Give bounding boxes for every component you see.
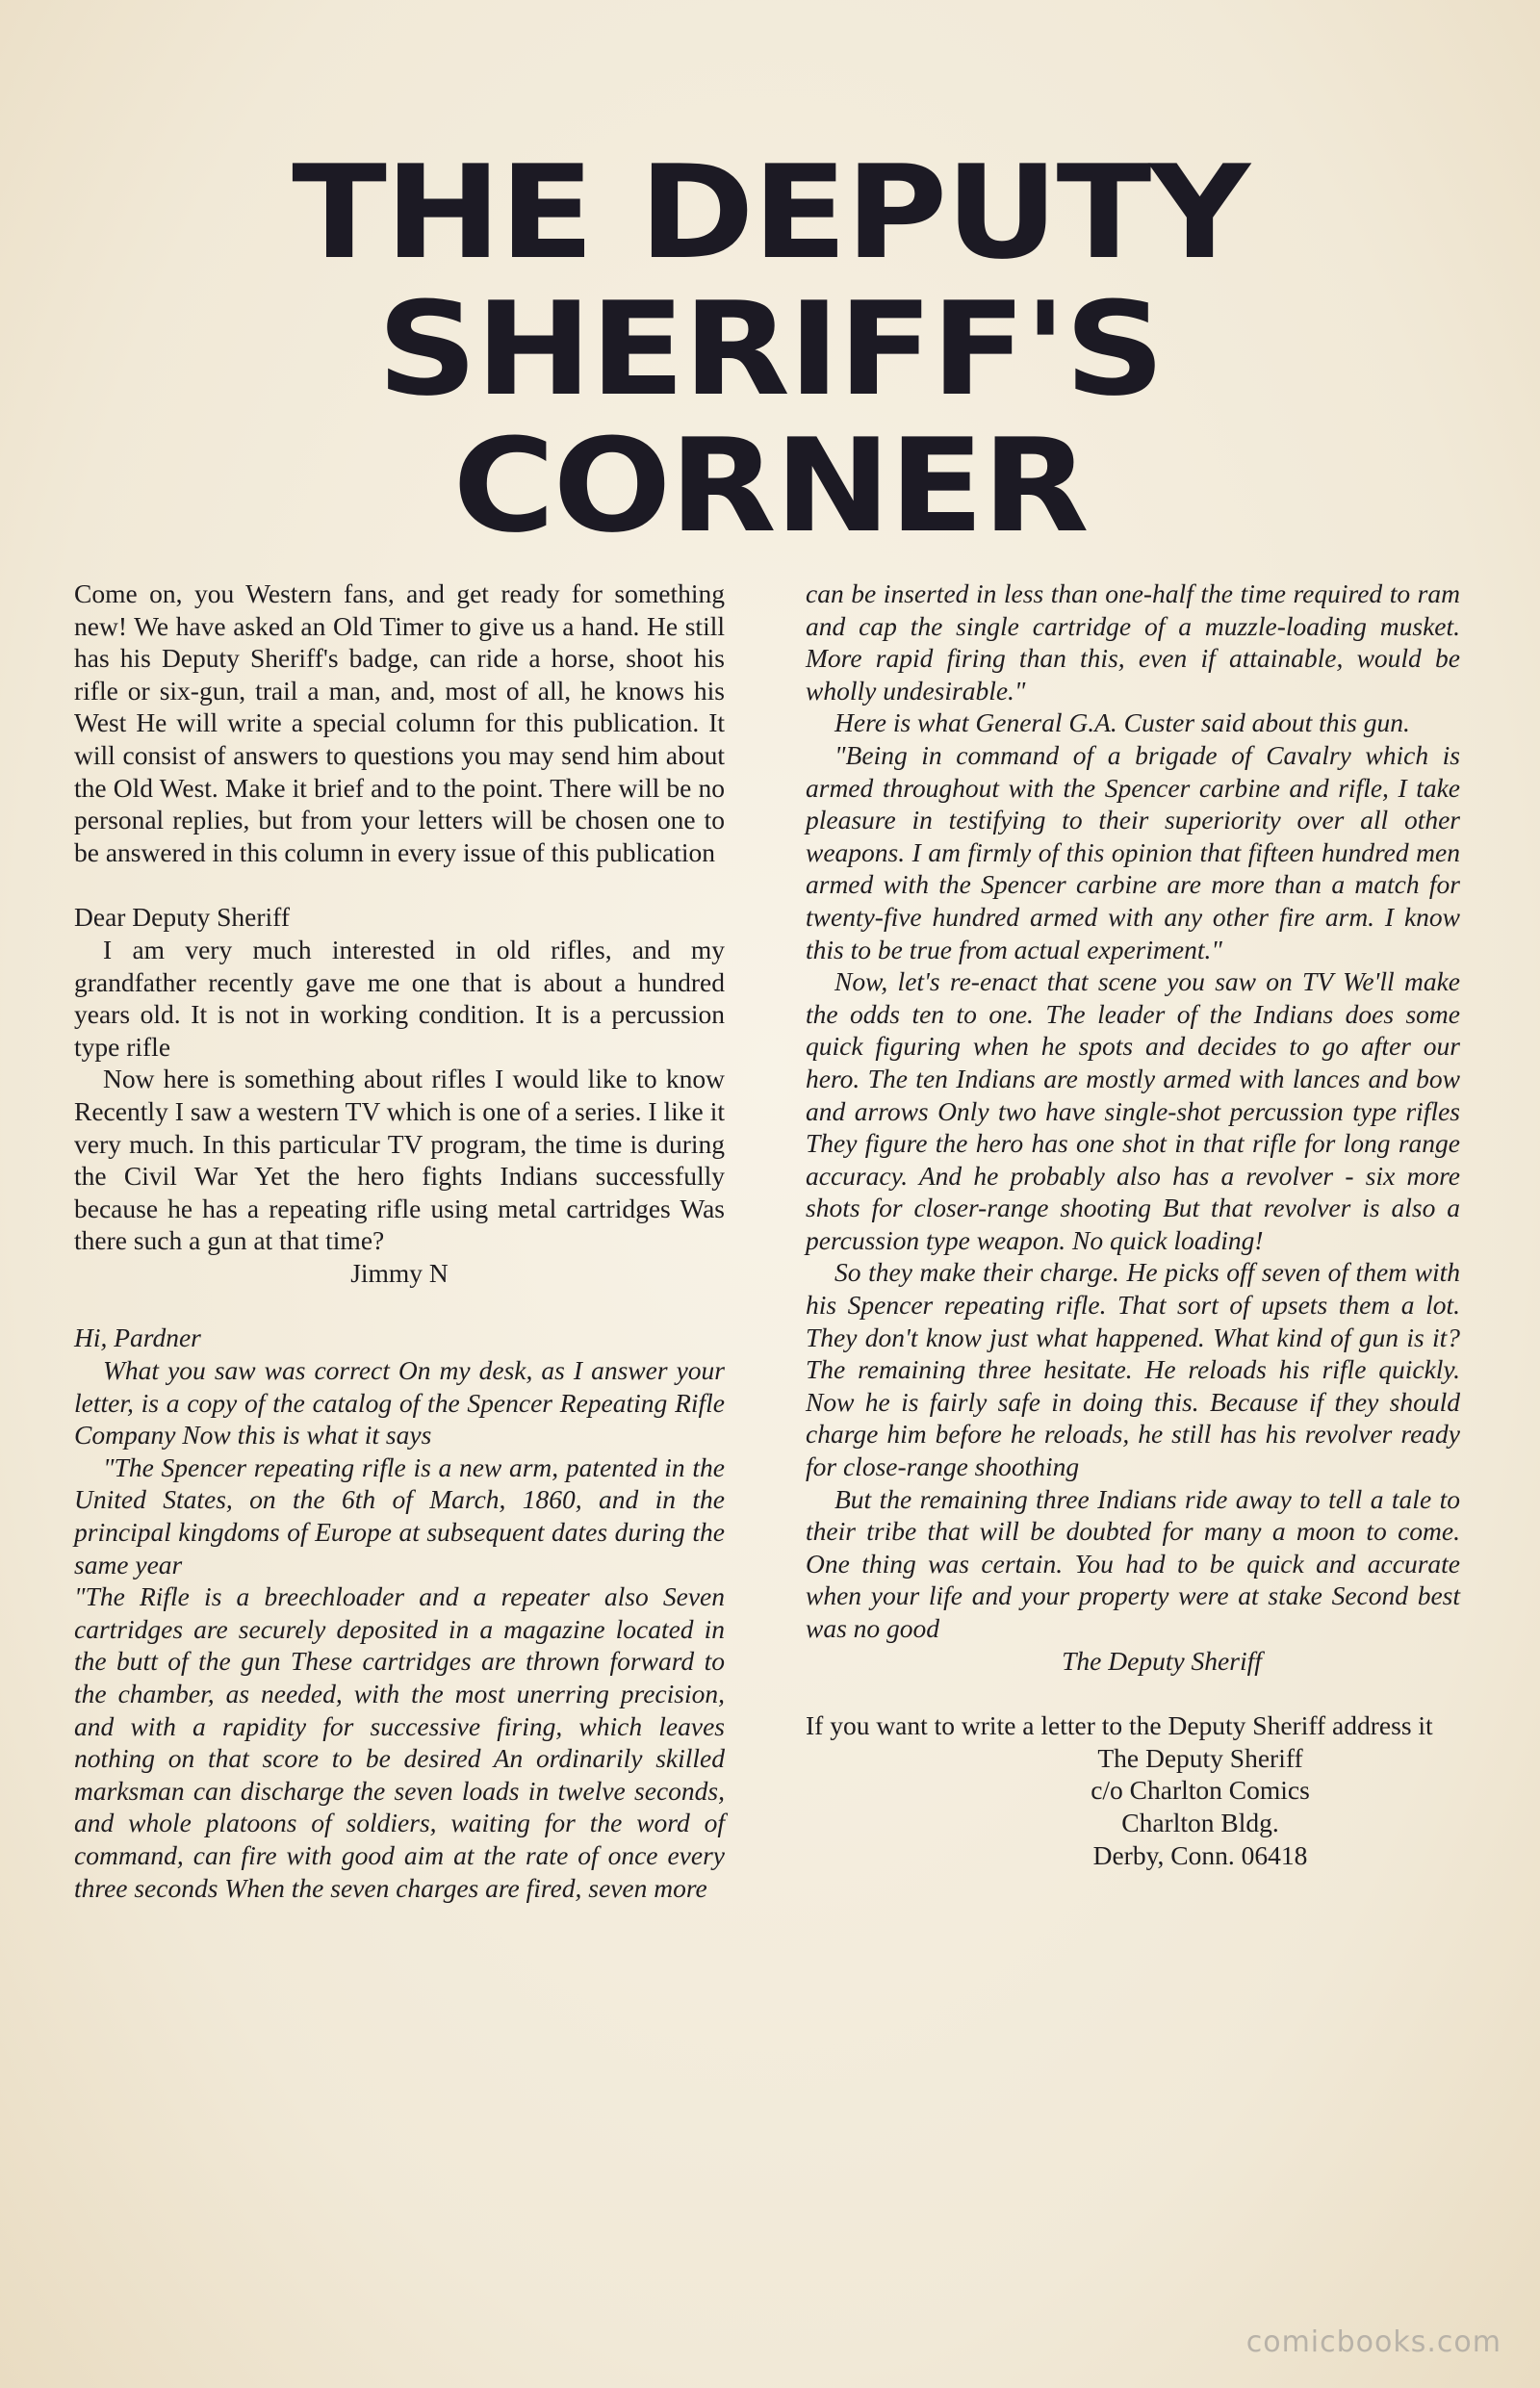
title-line-3: CORNER [452,411,1088,561]
address-line: Derby, Conn. 06418 [1092,1839,1308,1870]
reply-paragraph: "The Spencer repeating rifle is a new arm, patented in the United States, on the 6th of March, 1860, and in the principal kingdoms of Europe at subsequent dates during the same year [74,1451,725,1579]
right-column [806,578,1460,1871]
reply-paragraph: can be inserted in less than one-half the time required to ram and cap the single cartridge of a muzzle-loading musket. More rapid firing than this, even if attainable, would be wholly undesirable." [806,578,1460,706]
address-line: The Deputy Sheriff [1097,1742,1303,1773]
reply-paragraph: "The Rifle is a breechloader and a repeater also Seven cartridges are securely deposited in a magazine located in the butt of the gun These cartridges are thrown forward to the chamber, as needed, with the most unerring precision, and with a rapidity for successive firing, which leaves nothing on that score to be desired An ordinarily skilled marksman can discharge the seven loads in twelve seconds, and whole platoons of soldiers, waiting for the word of command, can fire with good aim at the rate of once every three seconds When the seven charges are fired, seven more [74,1581,725,1903]
reply-paragraph: What you saw was correct On my desk, as I answer your letter, is a copy of the catalog of the Spencer Repeating Rifle Company Now this is what it says [74,1355,725,1451]
intro-paragraph: Come on, you Western fans, and get ready for something new! We have asked an Old Timer to give us a hand. He still has his Deputy Sheriff's badge, can ride a horse, shoot his rifle or six-gun, trail a man, and, most of all, he knows his West He will write a special column for this publication. It will consist of answers to questions you may send him about the Old West. Make it brief and to the point. There will be no personal replies, but from your letters will be chosen one to be answered in this column in every issue of this publication [74,578,725,867]
address-line: c/o Charlton Comics [1091,1775,1310,1806]
reply-paragraph: Now, let's re-enact that scene you saw on TV We'll make the odds ten to one. The leader of the Indians does some quick figuring when he spots and decides to go after our hero. The ten Indians are mostly armed with lances and bow and arrows Only two have single-shot percussion type rifles They figure the hero has one shot in that rifle for long range accuracy. And he probably also has a revolver - six more shots for closer-range shooting But that revolver is also a percussion type weapon. No quick loading! [806,966,1460,1255]
letter-paragraph: Now here is something about rifles I would like to know Recently I saw a western TV which is one of a series. I like it very much. In this particular TV program, the time is during the Civil War Yet the hero fights Indians successfully because he has a repeating rifle using metal cartridges Was there such a gun at that time? [74,1064,725,1256]
reply-greeting: Hi, Pardner [74,1322,201,1353]
reply-paragraph: Here is what General G.A. Custer said about this gun. [834,707,1410,738]
address-line: Charlton Bldg. [1121,1807,1279,1837]
left-column [74,578,725,1904]
page-title [42,138,1498,561]
letter-signature: Jimmy N [350,1257,449,1288]
reply-paragraph: "Being in command of a brigade of Cavalry which is armed throughout with the Spencer carbine and rifle, I take pleasure in testifying to their superiority over all other weapons. I am firmly of this opinion that fifteen hundred men armed with the Spencer carbine are more than a match for twenty-five hundred armed with any other fire arm. I know this to be true from actual experiment." [806,739,1460,964]
reply-signature: The Deputy Sheriff [1062,1645,1262,1676]
letter-paragraph: I am very much interested in old rifles, and my grandfather recently gave me one that is about a hundred years old. It is not in working condition. It is a percussion type rifle [74,934,725,1062]
site-watermark: comicbooks.com [1245,2325,1502,2359]
title-line-1: THE DEPUTY [292,138,1248,288]
letter-salutation: Dear Deputy Sheriff [74,902,291,933]
address-intro: If you want to write a letter to the Deputy Sheriff address it [806,1710,1433,1741]
reply-paragraph: But the remaining three Indians ride away to tell a tale to their tribe that will be doubted for many a moon to come. One thing was certain. You had to be quick and accurate when your life and your property were at stake Second best was no good [806,1483,1460,1643]
reply-paragraph: So they make their charge. He picks off seven of them with his Spencer repeating rifle. That sort of upsets them a lot. They don't know just what happened. What kind of gun is it? The remaining three hesitate. He reloads his rifle quickly. Now he is fairly safe in doing this. Because if they should charge him before he reloads, he still has his revolver ready for close-range shoothing [806,1257,1460,1482]
title-line-2: SHERIFF'S [376,274,1164,424]
